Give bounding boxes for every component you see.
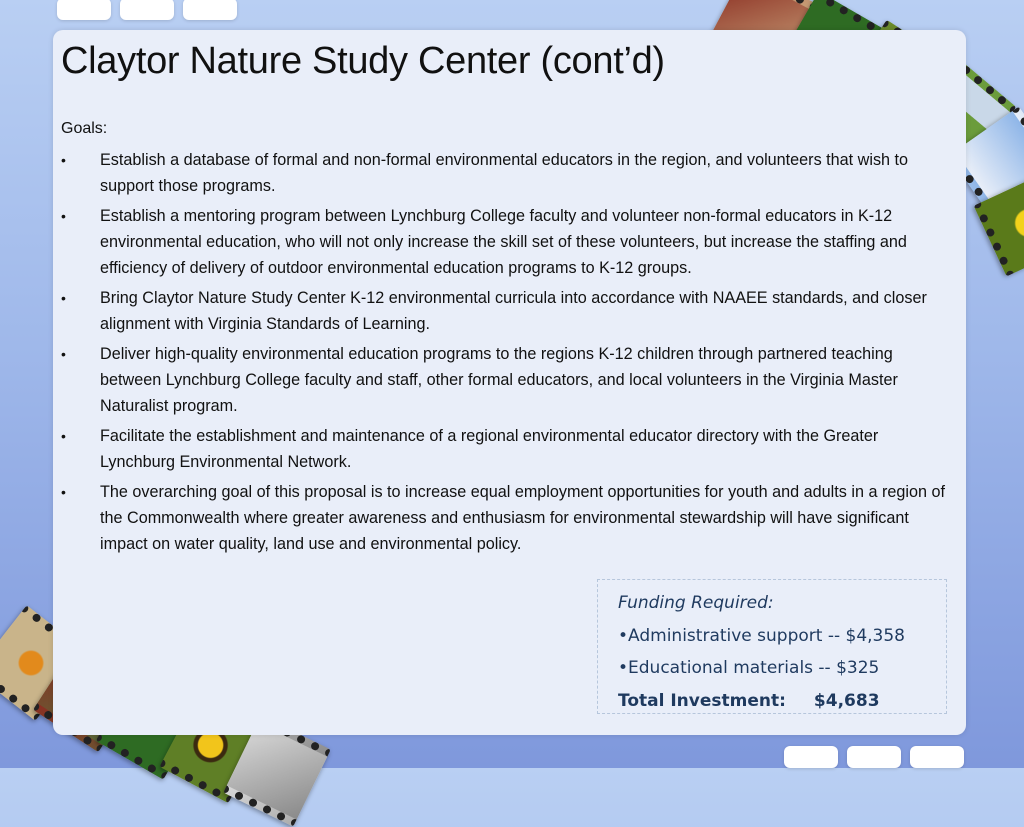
decor-square-top-2 bbox=[120, 0, 174, 20]
decor-square-top-3 bbox=[183, 0, 237, 20]
goal-item: • The overarching goal of this proposal is to increase equal employment opportunities for youth and adults in a region of the Commonwealth where greater awareness and enthusiasm for environmental stewardship will have significant impact on water quality, land use and environmental policy. bbox=[61, 479, 956, 557]
content-panel bbox=[53, 30, 966, 735]
slide-title: Claytor Nature Study Center (cont’d) bbox=[61, 40, 665, 82]
bullet-icon: • bbox=[61, 208, 66, 224]
decor-square-bottom-2 bbox=[847, 746, 901, 768]
total-value: $4,683 bbox=[813, 690, 880, 711]
goals-list bbox=[61, 147, 956, 561]
goal-item: • Deliver high-quality environmental education programs to the regions K-12 children through partnered teaching between Lynchburg College faculty and staff, other formal educators, and local volunteers in the Virginia Master Naturalist program. bbox=[61, 341, 956, 419]
decor-square-bottom-1 bbox=[784, 746, 838, 768]
bullet-icon: • bbox=[61, 152, 66, 168]
bullet-icon: • bbox=[61, 484, 66, 500]
goal-item: • Establish a database of formal and non-formal environmental educators in the region, and volunteers that wish to support those programs. bbox=[61, 147, 956, 199]
bullet-icon: • bbox=[61, 346, 66, 362]
funding-heading: Funding Required: bbox=[618, 593, 774, 613]
funding-item-materials: •Educational materials -- $325 bbox=[618, 658, 880, 678]
funding-box bbox=[597, 579, 947, 714]
decor-square-bottom-3 bbox=[910, 746, 964, 768]
goals-label: Goals: bbox=[61, 120, 108, 137]
total-label: Total Investment: bbox=[618, 690, 786, 711]
funding-total bbox=[618, 685, 946, 718]
funding-item-admin: •Administrative support -- $4,358 bbox=[618, 625, 905, 646]
goal-item: • Establish a mentoring program between Lynchburg College faculty and volunteer non-formal educators in K-12 environmental education, who will not only increase the skill set of these volunteers, but increase the staffing and efficiency of delivery of outdoor environmental education programs to K-12 groups. bbox=[61, 203, 956, 281]
bullet-icon: • bbox=[61, 290, 66, 306]
bullet-icon: • bbox=[61, 428, 66, 444]
goal-item: • Bring Claytor Nature Study Center K-12 environmental curricula into accordance with NAAEE standards, and closer alignment with Virginia Standards of Learning. bbox=[61, 285, 956, 337]
goal-item: • Facilitate the establishment and maintenance of a regional environmental educator directory with the Greater Lynchburg Environmental Network. bbox=[61, 423, 956, 475]
decor-square-top-1 bbox=[57, 0, 111, 20]
